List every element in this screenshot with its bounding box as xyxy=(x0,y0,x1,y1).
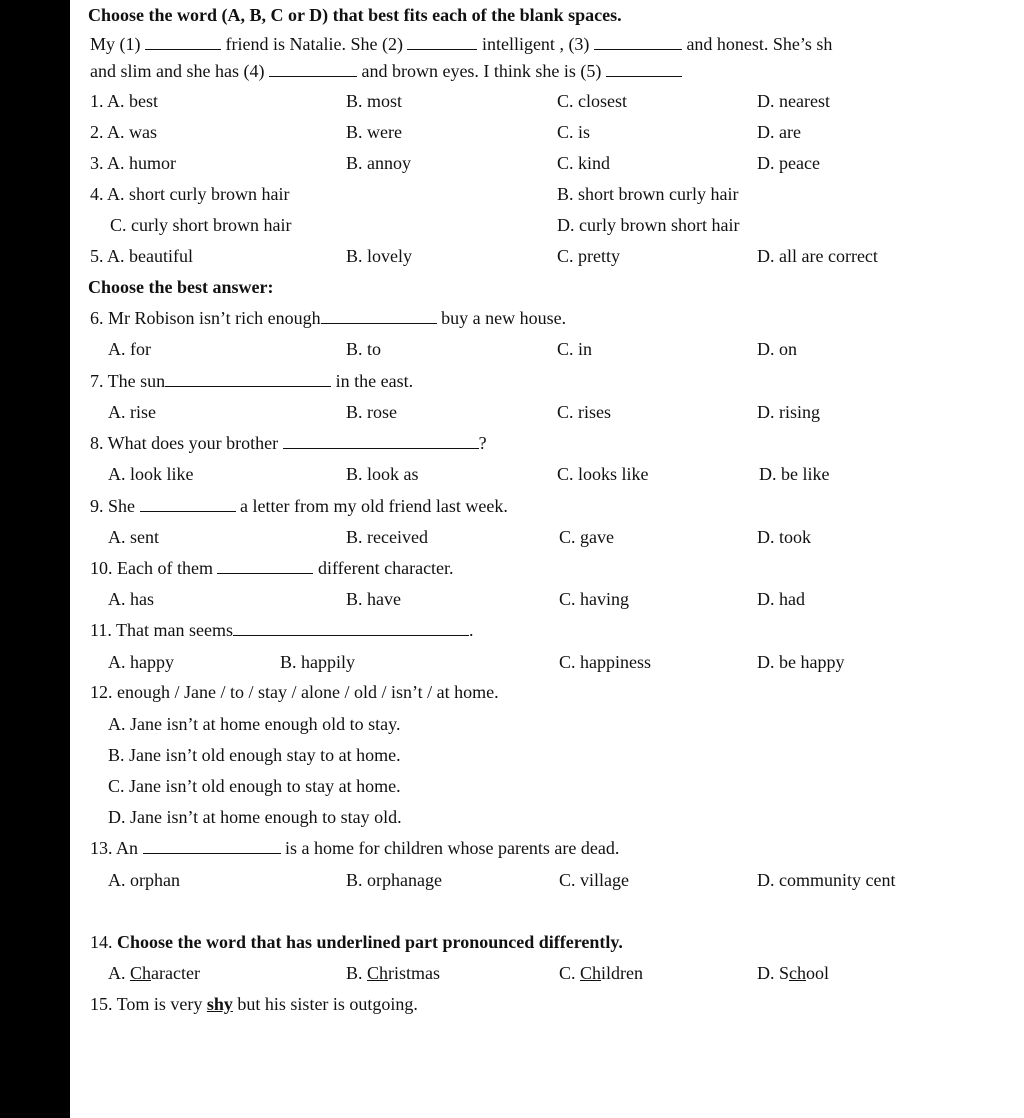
q7-option-a: A. rise xyxy=(108,402,156,422)
q7-stem-text: in the east. xyxy=(335,371,414,391)
option-rest: aracter xyxy=(151,963,200,983)
passage-text: friend is Natalie. She (2) xyxy=(225,34,403,54)
passage-text: and slim and she has (4) xyxy=(90,61,265,81)
q6-option-c: C. in xyxy=(557,339,593,359)
q2-option-b: B. were xyxy=(346,122,402,142)
q6-blank xyxy=(321,309,437,324)
option-rest: ool xyxy=(806,963,830,983)
q6-option-d: D. on xyxy=(757,339,797,359)
q12-option-a: A. Jane isn’t at home enough old to stay. xyxy=(108,714,401,734)
q2-option-a: 2. A. was xyxy=(90,122,157,142)
q10-stem-text: different character. xyxy=(317,558,454,578)
q7-stem xyxy=(90,370,413,392)
passage-text: and honest. She’s sh xyxy=(686,34,833,54)
q15-stem-text: but his sister is outgoing. xyxy=(237,994,418,1014)
q11-option-d: D. be happy xyxy=(757,652,845,672)
q9-option-d: D. took xyxy=(757,527,811,547)
underlined-word: shy xyxy=(206,994,233,1014)
q1-option-c: C. closest xyxy=(557,91,627,111)
q4-option-c: C. curly short brown hair xyxy=(110,215,292,235)
q13-option-c: C. village xyxy=(559,870,629,890)
q4-option-b: B. short brown curly hair xyxy=(557,184,739,204)
q7-option-c: C. rises xyxy=(557,402,611,422)
option-rest: ildren xyxy=(601,963,644,983)
q7-stem-text: 7. The sun xyxy=(90,371,166,391)
q8-option-b: B. look as xyxy=(346,464,419,484)
q11-stem-text: . xyxy=(468,620,474,640)
q7-option-d: D. rising xyxy=(757,402,820,422)
underlined-part: ch xyxy=(789,963,807,983)
blank-1 xyxy=(145,35,221,50)
q1-option-b: B. most xyxy=(346,91,403,111)
passage-line-2 xyxy=(90,60,682,82)
q11-option-b: B. happily xyxy=(280,652,355,672)
option-rest: ristmas xyxy=(388,963,441,983)
q14-stem-text: Choose the word that has underlined part pronounced differently. xyxy=(117,932,623,952)
q8-blank xyxy=(283,434,479,449)
q11-option-c: C. happiness xyxy=(559,652,651,672)
q6-option-b: B. to xyxy=(346,339,382,359)
q9-stem xyxy=(90,495,508,517)
q15-stem-text: 15. Tom is very xyxy=(90,994,203,1014)
q5-option-c: C. pretty xyxy=(557,246,620,266)
q3-option-d: D. peace xyxy=(757,153,820,173)
q2-option-c: C. is xyxy=(557,122,591,142)
underlined-part: Ch xyxy=(367,963,389,983)
q7-blank xyxy=(165,372,331,387)
q9-stem-text: a letter from my old friend last week. xyxy=(240,496,508,516)
q7-option-b: B. rose xyxy=(346,402,397,422)
q11-blank xyxy=(233,621,469,636)
q11-option-a: A. happy xyxy=(108,652,174,672)
q12-option-b: B. Jane isn’t old enough stay to at home. xyxy=(108,745,401,765)
q3-option-b: B. annoy xyxy=(346,153,411,173)
q10-option-a: A. has xyxy=(108,589,154,609)
option-letter: C. xyxy=(559,963,576,983)
q9-blank xyxy=(140,497,236,512)
q4-option-d: D. curly brown short hair xyxy=(557,215,740,235)
worksheet-page xyxy=(70,0,1024,1118)
q14-option-d xyxy=(757,962,829,984)
passage-text: and brown eyes. I think she is (5) xyxy=(361,61,602,81)
q14-option-c xyxy=(559,962,643,984)
q8-option-c: C. looks like xyxy=(557,464,649,484)
q6-option-a: A. for xyxy=(108,339,151,359)
q8-option-a: A. look like xyxy=(108,464,194,484)
q10-blank xyxy=(217,559,313,574)
q13-blank xyxy=(143,839,281,854)
q3-option-c: C. kind xyxy=(557,153,611,173)
q12-option-c: C. Jane isn’t old enough to stay at home. xyxy=(108,776,401,796)
q11-stem-text: 11. That man seems xyxy=(90,620,233,640)
q2-option-d: D. are xyxy=(757,122,801,142)
q6-stem-text: 6. Mr Robison isn’t rich enough xyxy=(90,308,321,328)
section-heading-1: Choose the word (A, B, C or D) that best fits each of the blank spaces. xyxy=(88,5,622,25)
q4-option-a: 4. A. short curly brown hair xyxy=(90,184,290,204)
q1-option-d: D. nearest xyxy=(757,91,830,111)
option-letter: D. S xyxy=(757,963,790,983)
q14-stem xyxy=(90,931,623,953)
passage-text: intelligent , (3) xyxy=(481,34,590,54)
q14-option-a xyxy=(108,962,200,984)
q13-option-b: B. orphanage xyxy=(346,870,442,890)
q1-option-a: 1. A. best xyxy=(90,91,159,111)
passage-line-1 xyxy=(90,33,832,55)
q10-option-d: D. had xyxy=(757,589,805,609)
q8-stem-text: 8. What does your brother xyxy=(90,433,279,453)
option-letter: A. xyxy=(108,963,126,983)
blank-3 xyxy=(594,35,682,50)
q13-stem xyxy=(90,837,619,859)
blank-5 xyxy=(606,62,682,77)
q13-option-a: A. orphan xyxy=(108,870,180,890)
q9-option-b: B. received xyxy=(346,527,428,547)
q13-option-d: D. community cent xyxy=(757,870,896,890)
underlined-part: Ch xyxy=(580,963,602,983)
blank-4 xyxy=(269,62,357,77)
q6-stem xyxy=(90,307,566,329)
option-letter: B. xyxy=(346,963,363,983)
q8-stem xyxy=(90,432,487,454)
q15-stem xyxy=(90,993,418,1015)
q11-stem xyxy=(90,619,473,641)
underlined-part: Ch xyxy=(130,963,152,983)
q10-option-b: B. have xyxy=(346,589,401,609)
q14-number: 14. xyxy=(90,932,113,952)
q8-stem-text: ? xyxy=(478,433,487,453)
q3-option-a: 3. A. humor xyxy=(90,153,177,173)
q9-stem-text: 9. She xyxy=(90,496,135,516)
q9-option-c: C. gave xyxy=(559,527,614,547)
q5-option-b: B. lovely xyxy=(346,246,412,266)
passage-text: My (1) xyxy=(90,34,141,54)
q10-option-c: C. having xyxy=(559,589,629,609)
q10-stem xyxy=(90,557,454,579)
section-heading-2: Choose the best answer: xyxy=(88,277,274,297)
q12-stem: 12. enough / Jane / to / stay / alone / old / isn’t / at home. xyxy=(90,682,499,702)
q6-stem-text: buy a new house. xyxy=(441,308,567,328)
q13-stem-text: is a home for children whose parents are dead. xyxy=(285,838,620,858)
q12-option-d: D. Jane isn’t at home enough to stay old. xyxy=(108,807,402,827)
q9-option-a: A. sent xyxy=(108,527,159,547)
q5-option-d: D. all are correct xyxy=(757,246,878,266)
blank-2 xyxy=(407,35,477,50)
q8-option-d: D. be like xyxy=(759,464,830,484)
q10-stem-text: 10. Each of them xyxy=(90,558,213,578)
q13-stem-text: 13. An xyxy=(90,838,139,858)
q5-option-a: 5. A. beautiful xyxy=(90,246,193,266)
q14-option-b xyxy=(346,962,440,984)
